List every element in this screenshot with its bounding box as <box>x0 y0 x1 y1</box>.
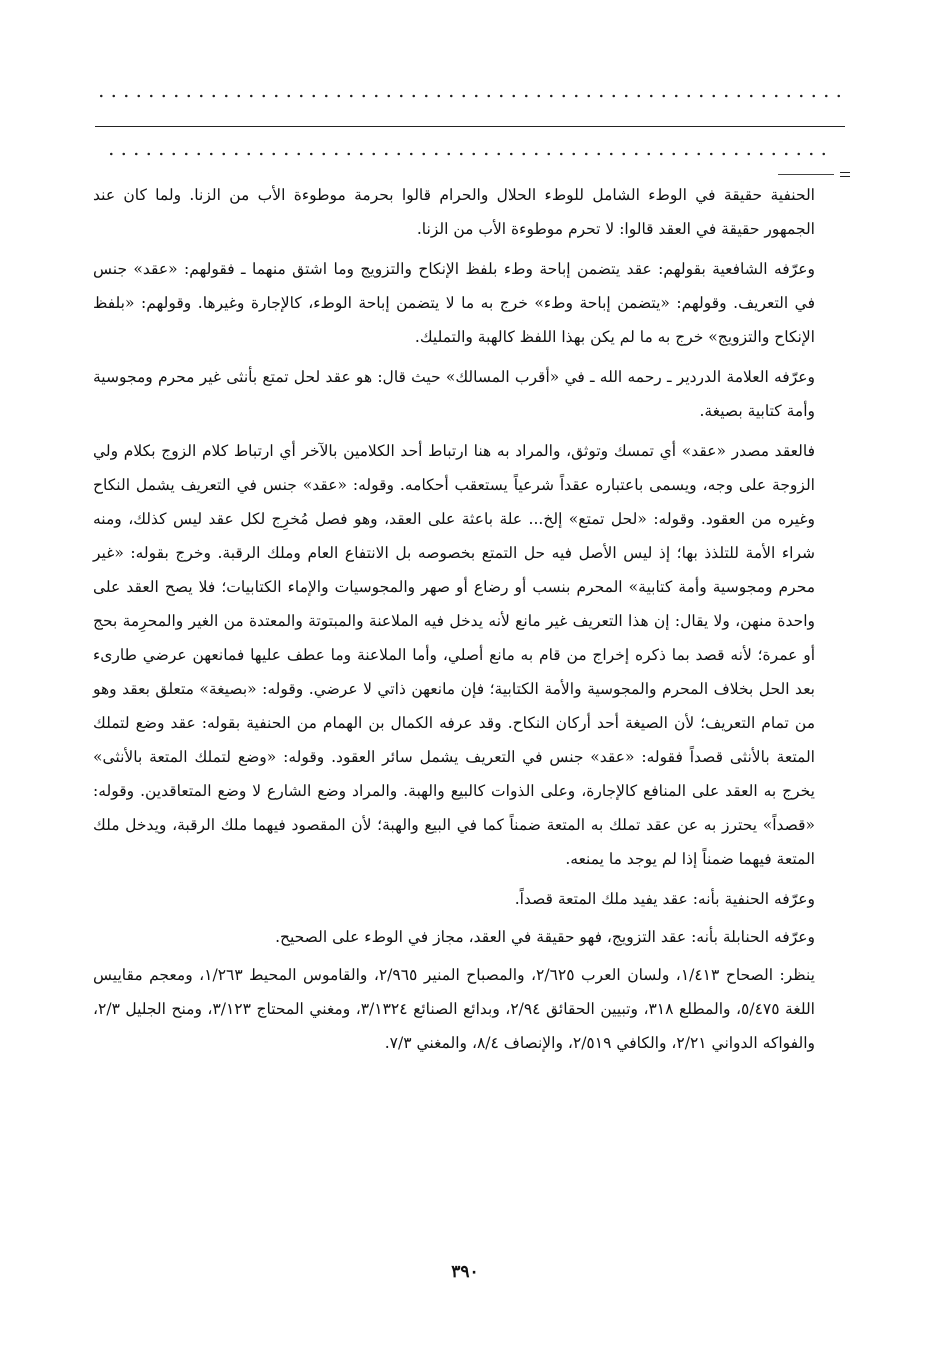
footnote-paragraph: وعرّفه الحنابلة بأنه: عقد التزويج، فهو حقيقة في العقد، مجاز في الوطء على الصحيح. <box>275 928 815 946</box>
page-number: ٣٩٠ <box>451 1262 479 1282</box>
footnote-body <box>93 178 815 1066</box>
footnote-paragraph: وعرّفه الحنفية بأنه: عقد يفيد ملك المتعة قصداً. <box>514 890 815 908</box>
references-paragraph: ينظر: الصحاح ١/٤١٣، ولسان العرب ٢/٦٢٥، والمصباح المنير ٢/٩٦٥، والقاموس المحيط ١/٢٦٣، ومعجم مقاييس اللغة ٥/٤٧٥، والمطلع ٣١٨، وتبيين الحقائق ٢/٩٤، وبدائع الصنائع ٣/١٣٢٤، ومغني المحتاج ٣/١٢٣، ومنح الجليل ٢/٣، والفواكه الدواني ٢/٢١، والكافي ٢/٥١٩، والإنصاف ٨/٤، والمغني ٧/٣. <box>93 966 815 1052</box>
dotted-separator-bottom <box>105 150 835 158</box>
footnote-continuation-line <box>778 174 834 175</box>
footnote-paragraph: وعرّفه الشافعية بقولهم: عقد يتضمن إباحة وطء بلفظ الإنكاح والتزويج وما اشتق منهما ـ فقولهم: «عقد» جنس في التعريف. وقولهم: «يتضمن إباحة وطء» خرج به ما لا يتضمن إباحة الوطء، كالإجارة وغيرها. وقولهم: «بلفظ الإنكاح والتزويج» خرج به ما لم يكن بهذا اللفظ كالهبة والتمليك. <box>93 260 815 346</box>
footnote-paragraph: الحنفية حقيقة في الوطء الشامل للوطء الحلال والحرام قالوا بحرمة موطوءة الأب من الزنا. ولما كان عند الجمهور حقيقة في العقد قالوا: لا تحرم موطوءة الأب من الزنا. <box>93 186 815 238</box>
continuation-marker-icon <box>838 172 850 184</box>
footnote-paragraph: فالعقد مصدر «عقد» أي تمسك وتوثق، والمراد به هنا ارتباط أحد الكلامين بالآخر أي ارتباط كلام الزوج بكلام ولي الزوجة على وجه، ويسمى باعتباره عقداً شرعياً يستعقب أحكامه. وقوله: «عقد» جنس في التعريف يشمل النكاح وغيره من العقود. وقوله: «لحل تمتع» إلخ... علة باعثة على العقد، وهو فصل مُخرِج لكل عقد ليس كذلك، ومنه شراء الأمة للتلذذ بها؛ إذ ليس الأصل فيه حل التمتع بخصوصه بل الانتفاع العام وملك الرقبة. وخرج بقوله: «غير محرم ومجوسية وأمة كتابية» المحرم بنسب أو رضاع أو صهر والمجوسيات والإماء الكتابيات؛ فلا يصح العقد على واحدة منهن، ولا يقال: إن هذا التعريف غير مانع لأنه يدخل فيه الملاعنة والمبتوتة والمعتدة من الغير والمحرِمة بحج أو عمرة؛ لأنه قصد بما ذكره إخراج من قام به مانع أصلي، وأما الملاعنة وما عطف عليها فمانعهن عرضي طارىء بعد الحل بخلاف المحرم والمجوسية والأمة الكتابية؛ فإن مانعهن ذاتي لا عرضي. وقوله: «بصيغة» متعلق بعقد وهو من تمام التعريف؛ لأن الصيغة أحد أركان النكاح. وقد عرفه الكمال بن الهمام من الحنفية بقوله: عقد وضع لتملك المتعة بالأنثى قصداً فقوله: «عقد» جنس في التعريف يشمل سائر العقود. وقوله: «وضع لتملك المتعة بالأنثى» يخرج به العقد على المنافع كالإجارة، وعلى الذوات كالبيع والهبة. والمراد وضع الشارع لا وضع المتعاقدين. وقوله: «قصداً» يحترز به عن عقد تملك به المتعة ضمناً كما في البيع والهبة؛ لأن المقصود فيهما ملك الرقبة، ويدخل ملك المتعة فيهما ضمناً إذا لم يوجد ما يمنعه. <box>93 442 815 868</box>
horizontal-rule <box>95 126 845 127</box>
dotted-separator-top <box>95 92 850 100</box>
footnote-paragraph: وعرّفه العلامة الدردير ـ رحمه الله ـ في «أقرب المسالك» حيث قال: هو عقد لحل تمتع بأنثى غير محرم ومجوسية وأمة كتابية بصيغة. <box>93 368 815 420</box>
